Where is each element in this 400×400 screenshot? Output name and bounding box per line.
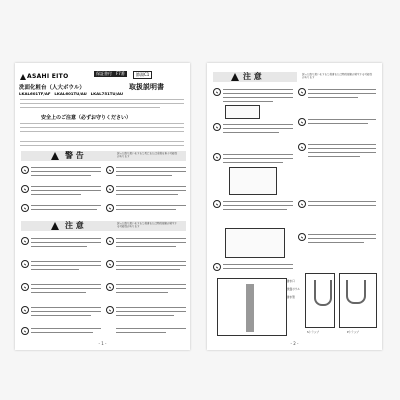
prohibited-icon: [213, 88, 221, 96]
prohibited-icon: [106, 185, 114, 193]
prohibited-icon: [106, 204, 114, 212]
prohibited-icon: [213, 263, 221, 271]
prohibited-icon: [213, 200, 221, 208]
illustration-faucet: [225, 105, 260, 119]
caution-icon: [51, 222, 59, 230]
warning-banner: [21, 151, 186, 161]
prohibited-icon: [106, 166, 114, 174]
prohibited-icon: [21, 283, 29, 291]
cert-label: 節湯C1: [133, 71, 152, 79]
prohibited-icon: [21, 306, 29, 314]
prohibited-icon: [298, 88, 306, 96]
illustration-cabinet: [229, 167, 277, 195]
prohibited-icon: [21, 185, 29, 193]
prohibited-icon: [213, 123, 221, 131]
manual-page-1: [15, 63, 190, 350]
prohibited-icon: [298, 143, 306, 151]
caution-banner: [213, 72, 297, 82]
caution-note: 誤った取り扱いをすると傷害または物的損害が発生する可能性があります: [302, 73, 373, 79]
figure-label: 洗面ボウル: [287, 288, 300, 291]
manual-title: 取扱説明書: [129, 83, 164, 91]
prohibited-icon: [298, 233, 306, 241]
prohibited-icon: [106, 237, 114, 245]
caution-banner: [21, 221, 186, 231]
prohibited-icon: [106, 260, 114, 268]
illustration-pipe-connection: [217, 278, 287, 336]
prohibited-icon: [21, 166, 29, 174]
page-number: - 1 -: [98, 341, 107, 346]
illustration-drain: [225, 228, 285, 258]
figure-label: 排水管: [287, 296, 295, 299]
illustration-p-trap: [339, 273, 377, 328]
illustration-s-trap: [305, 273, 335, 328]
prohibited-icon: [21, 237, 29, 245]
brand-logo: [20, 74, 26, 80]
prohibited-icon: [21, 260, 29, 268]
manual-page-2: [207, 63, 382, 350]
figure-label: Sトラップ: [307, 331, 319, 334]
figure-label: Pトラップ: [347, 331, 359, 334]
prohibited-icon: [213, 153, 221, 161]
prohibited-icon: [106, 306, 114, 314]
page-number: - 2 -: [290, 341, 299, 346]
caution-heading: 注 意: [243, 72, 262, 81]
caution-note: 誤った取り扱いをすると傷害または物的損害が発生する可能性があります: [117, 222, 178, 228]
brand-name: ASAHI EITO: [27, 73, 69, 80]
prohibited-icon: [298, 118, 306, 126]
caution-heading: 注 意: [65, 221, 84, 230]
warning-note: 誤った取り扱いをすると死亡または重傷を負う可能性があります: [117, 152, 178, 158]
prohibited-icon: [106, 283, 114, 291]
s-trap-shape: [314, 280, 332, 306]
warranty-label: 保証書付: [96, 71, 112, 76]
model-numbers: LKAL601TF/AF LKAL601TU/AU LKAL751TU/AU: [19, 91, 124, 96]
prohibited-icon: [298, 200, 306, 208]
size-label: F7番: [116, 71, 125, 76]
warning-icon: [51, 152, 59, 160]
prohibited-icon: [21, 327, 29, 335]
drain-pipe-shape: [246, 284, 254, 332]
caution-icon: [231, 73, 239, 81]
product-name: 洗面化粧台（人大ボウル）: [19, 85, 85, 91]
safety-title: 安全上のご注意（必ずお守りください）: [41, 115, 132, 121]
warning-heading: 警 告: [65, 151, 84, 160]
p-trap-shape: [346, 280, 366, 304]
figure-label: 排水口: [287, 280, 295, 283]
prohibited-icon: [21, 204, 29, 212]
